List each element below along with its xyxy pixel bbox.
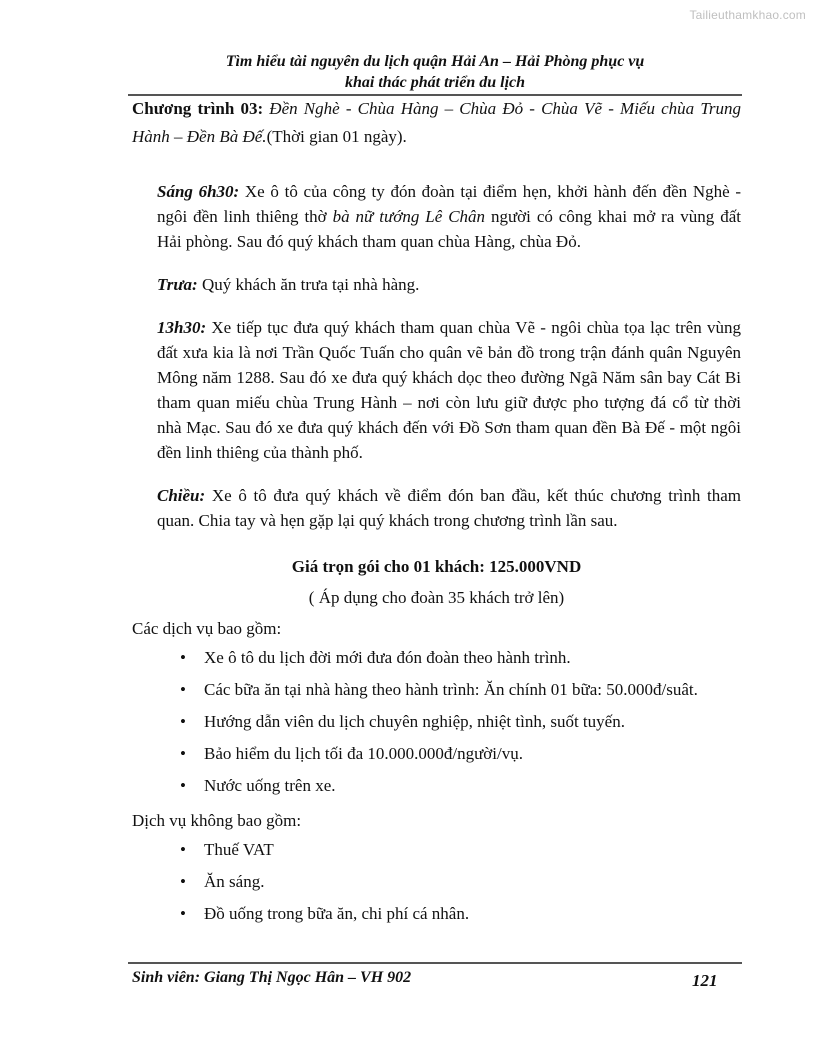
evening-text: Xe ô tô đưa quý khách về điểm đón ban đầu, kết thúc chương trình tham quan. Chia tay và hẹn gặp lại quý khách trong chương trình lần sau.: [157, 486, 741, 530]
bullet-icon: •: [180, 712, 186, 731]
excluded-label: Dịch vụ không bao gồm:: [132, 811, 302, 830]
price-condition: ( Áp dụng cho đoàn 35 khách trở lên): [308, 588, 565, 607]
excluded-list: [132, 837, 741, 926]
bullet-icon: •: [180, 680, 186, 699]
watermark: Tailieuthamkhao.com: [689, 8, 806, 22]
bullet-icon: •: [180, 872, 186, 891]
included-list: [132, 645, 741, 798]
list-item: • Nước uống trên xe.: [132, 773, 741, 798]
list-item: • Các bữa ăn tại nhà hàng theo hành trình: Ăn chính 01 bữa: 50.000đ/suât.: [132, 677, 741, 702]
price-text: Giá trọn gói cho 01 khách: 125.000VND: [291, 557, 582, 576]
page-header: [128, 51, 742, 93]
page-content: [132, 95, 741, 933]
program-duration: (Thời gian 01 ngày).: [266, 127, 407, 146]
page-number: 121: [692, 971, 718, 990]
morning-text-2: người có công khai mở ra vùng đất Hải phòng. Sau đó quý khách tham quan chùa Hàng, chùa Đỏ.: [157, 207, 741, 251]
afternoon-text: Xe tiếp tục đưa quý khách tham quan chùa Vẽ - ngôi chùa tọa lạc trên vùng đất xưa kia là nơi Trần Quốc Tuấn cho quân vẽ bản đồ trong trận đánh quân Nguyên Mông năm 1288. Sau đó xe đưa quý khách dọc theo đường Ngã Năm sân bay Cát Bi tham quan miếu chùa Trung Hành – nơi còn lưu giữ được pho tượng đá cổ từ thời nhà Mạc. Sau đó xe đưa quý khách đến với Đồ Sơn tham quan đền Bà Đế - một ngôi đền linh thiêng của thành phố.: [157, 318, 741, 462]
afternoon-label: 13h30:: [157, 318, 207, 337]
evening-label: Chiều:: [157, 486, 206, 505]
header-line-2: khai thác phát triển du lịch: [344, 74, 526, 91]
morning-text-1: Xe ô tô của công ty đón đoàn tại điểm hẹn, khởi hành đến đền Nghè - ngôi đền linh thiêng thờ: [157, 182, 741, 226]
bullet-icon: •: [180, 776, 186, 795]
bullet-icon: •: [180, 840, 186, 859]
schedule-morning: [132, 179, 741, 254]
list-item: • Ăn sáng.: [132, 869, 741, 894]
bullet-icon: •: [180, 648, 186, 667]
schedule-afternoon: [132, 315, 741, 465]
morning-italic: bà nữ tướng Lê Chân: [332, 207, 486, 226]
list-item: • Hướng dẫn viên du lịch chuyên nghiệp, nhiệt tình, suốt tuyến.: [132, 709, 741, 734]
list-item: • Bảo hiểm du lịch tối đa 10.000.000đ/người/vụ.: [132, 741, 741, 766]
noon-label: Trưa:: [157, 275, 198, 294]
list-item: • Thuế VAT: [132, 837, 741, 862]
bullet-icon: •: [180, 904, 186, 923]
morning-label: Sáng 6h30:: [157, 182, 240, 201]
program-title: [132, 95, 741, 151]
list-item: • Đồ uống trong bữa ăn, chi phí cá nhân.: [132, 901, 741, 926]
footer-divider: [128, 962, 742, 964]
program-route: Đền Nghè - Chùa Hàng – Chùa Đỏ - Chùa Vẽ - Miếu chùa Trung Hành – Đền Bà Đế.: [132, 99, 741, 146]
header-line-1: Tìm hiểu tài nguyên du lịch quận Hải An – Hải Phòng phục vụ: [225, 53, 645, 70]
bullet-icon: •: [180, 744, 186, 763]
schedule-noon: [132, 272, 741, 297]
noon-text: Quý khách ăn trưa tại nhà hàng.: [197, 275, 420, 294]
included-label: Các dịch vụ bao gồm:: [132, 619, 282, 638]
list-item: • Xe ô tô du lịch đời mới đưa đón đoàn theo hành trình.: [132, 645, 741, 670]
footer-student: Sinh viên: Giang Thị Ngọc Hân – VH 902: [132, 969, 412, 986]
program-label: Chương trình 03:: [132, 99, 264, 118]
schedule-evening: [132, 483, 741, 533]
